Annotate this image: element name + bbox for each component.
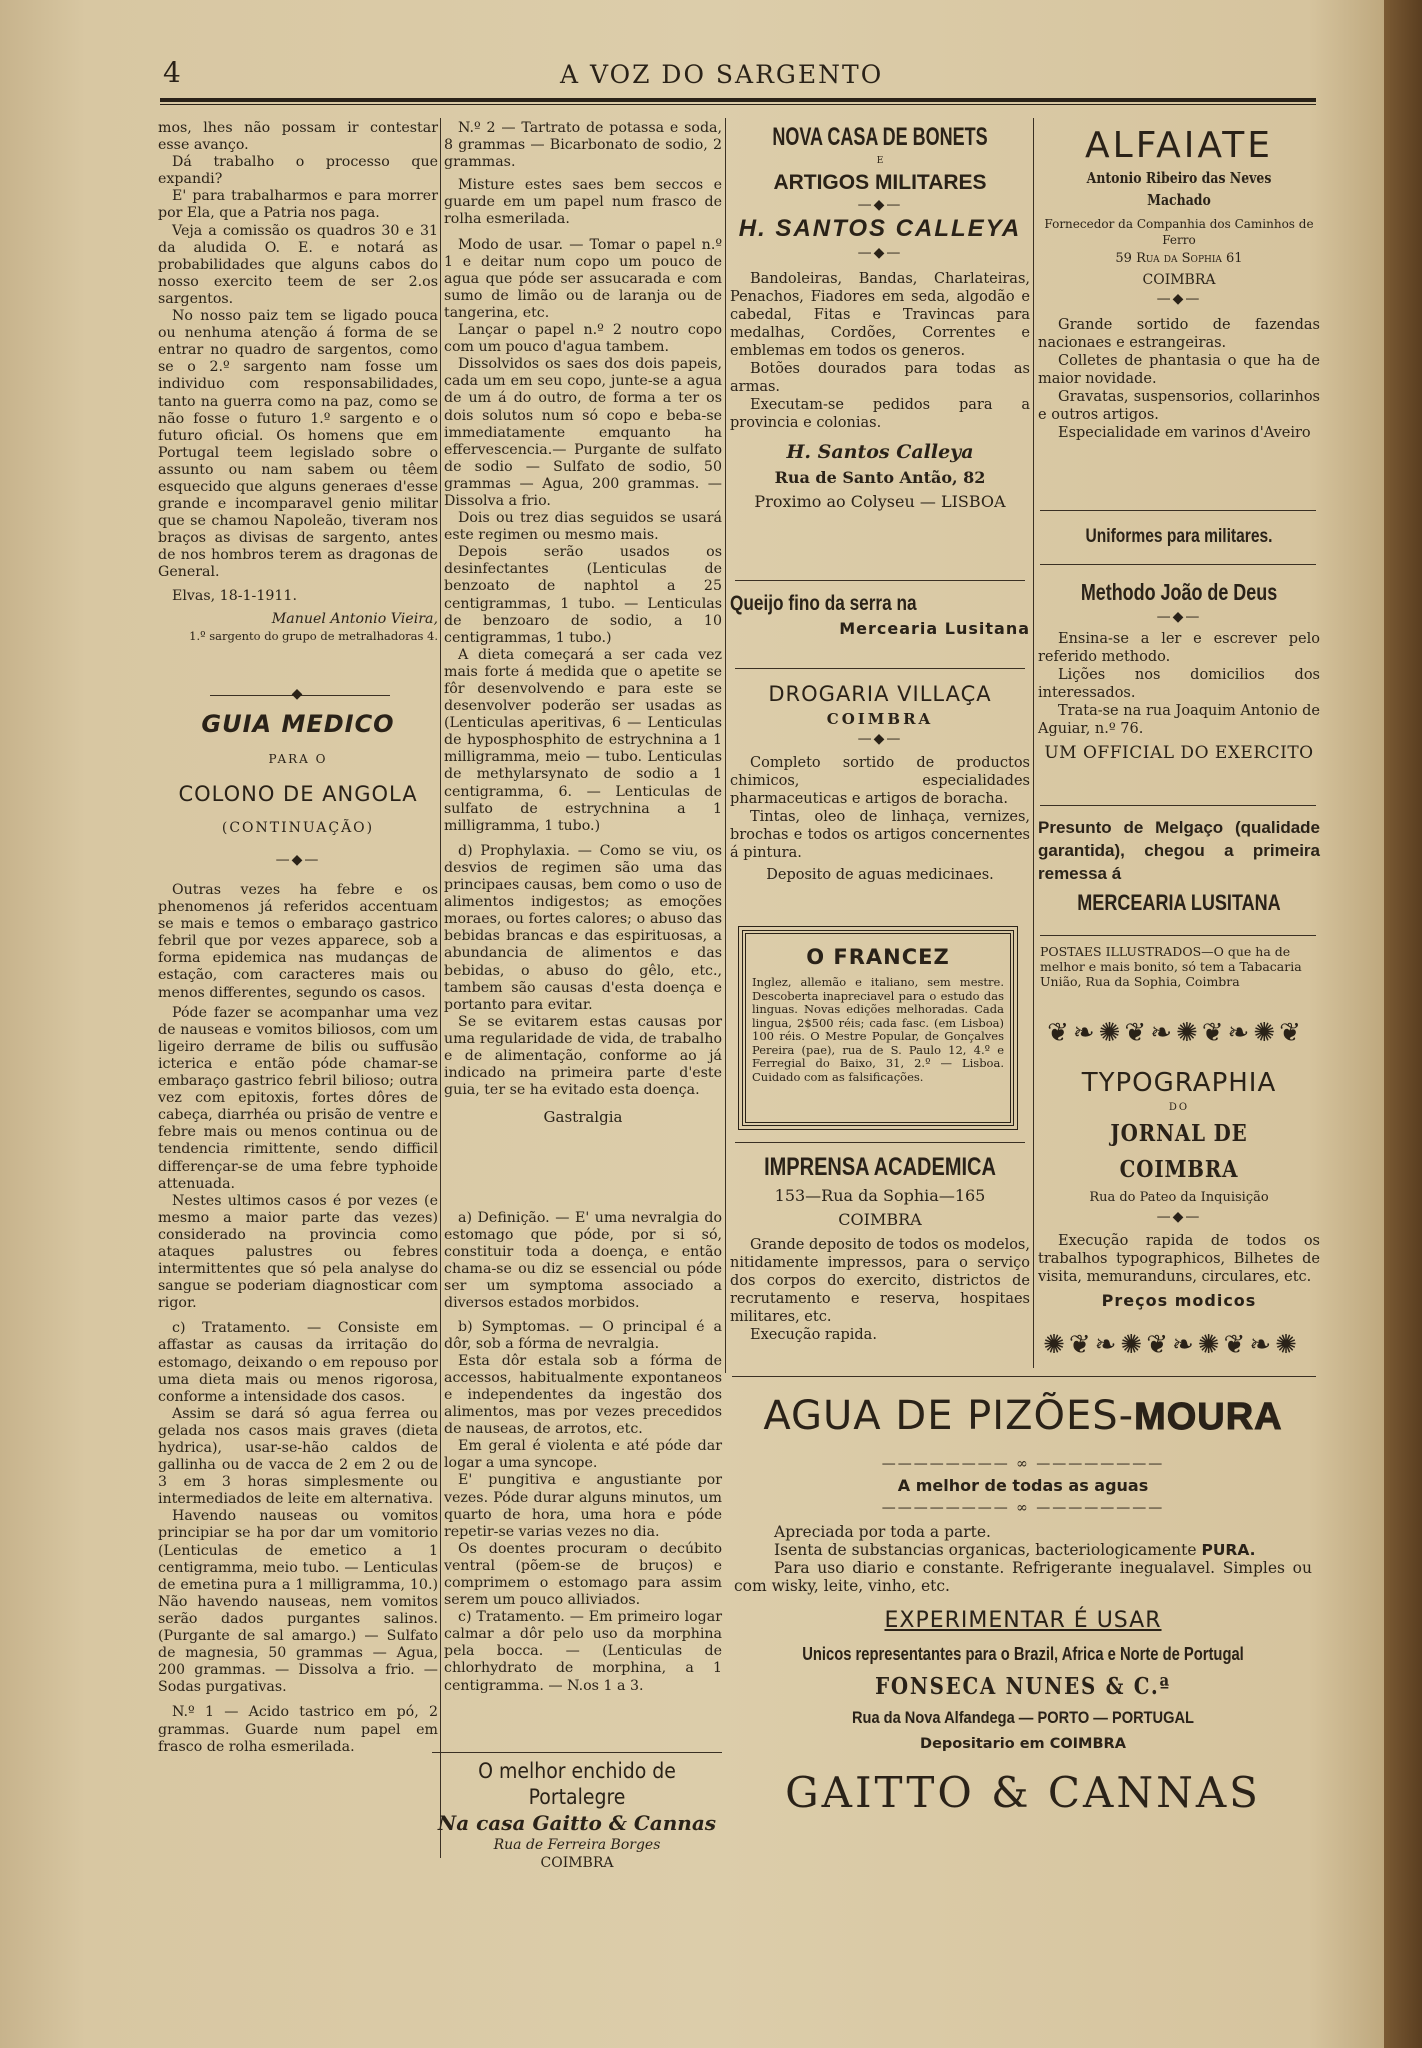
page-number: 4: [163, 56, 181, 89]
section-subtitle: PARA O: [268, 752, 328, 766]
ad-address: Rua da Nova Alfandega — PORTO — PORTUGAL: [851, 1708, 1194, 1727]
ad-city: COIMBRA: [838, 1210, 922, 1229]
divider: [735, 668, 1025, 669]
ad-gaitto-cannas: GAITTO & CANNAS: [785, 1768, 1261, 1817]
ad-shop: MERCEARIA LUSITANA: [1077, 890, 1281, 915]
article-column-2b: [444, 1210, 722, 1750]
ornament-border-icon: ✺❦❧✺❦❧✺❦❧✺: [1043, 1330, 1301, 1360]
paragraph: Esta dôr estala sob a fórma de accessos, habitualmente expontaneos e independentes da ingestão dos alimentos, mas por vezes precedidos de nauseas, de arrotos, etc.: [444, 1352, 722, 1438]
ad-prices: Preços modicos: [1101, 1291, 1257, 1310]
paragraph: E' para trabalharmos e para morrer por Ela, que a Patria nos paga.: [158, 188, 438, 222]
ad-tagline: A melhor de todas as aguas: [897, 1476, 1149, 1495]
paragraph: E' pungitiva e angustiante por vezes. Póde durar alguns minutos, um quarto de hora, uma hora e póde repetir-se varias vezes no dia.: [444, 1472, 722, 1540]
paragraph: d) Prophylaxia. — Como se viu, os desvios de regimen são uma das principaes causas, bem como o uso de alimentos indigestos; as emoções moraes, ou fortes calores; o abuso das bebidas brancas e das espirituosas, a abundancia de alimentos e das bebidas, o abuso do gêlo, etc., tambem são causas d'esta doença e portanto para evitar.: [444, 842, 722, 1013]
place-date: Elvas, 18-1-1911.: [172, 587, 297, 604]
paragraph: Especialidade em varinos d'Aveiro: [1058, 425, 1311, 441]
paragraph: Para uso diario e constante. Refrigerante inegualavel. Simples ou com wisky, leite, vinho, etc.: [734, 1559, 1312, 1595]
paragraph: Veja a comissão os quadros 30 e 31 da aludida O. E. e notará as probabilidades que alguns cabos do nosso exercito teem de ser 2.os sargentos.: [158, 222, 438, 307]
ad-drogaria: [730, 680, 1030, 884]
paragraph: mos, lhes não possam ir contestar esse avanço.: [158, 120, 438, 154]
paragraph: Trata-se na rua Joaquim Antonio de Aguiar, n.º 76.: [1038, 703, 1320, 737]
paragraph: Dá trabalho o processo que expandi?: [158, 154, 438, 188]
paragraph: Grande sortido de fazendas nacionaes e estrangeiras.: [1038, 317, 1320, 351]
paragraph: Gravatas, suspensorios, collarinhos e outros artigos.: [1038, 389, 1320, 423]
ornament-icon: —◆—: [857, 731, 903, 747]
column-divider: [725, 118, 726, 1373]
paragraph: Tintas, oleo de linhaça, vernizes, brochas e todos os artigos concernentes á pintura.: [730, 809, 1030, 861]
ad-headline: O FRANCEZ: [806, 945, 950, 969]
ornament-icon: —◆—: [857, 245, 903, 261]
section-continuation: (CONTINUAÇÃO): [221, 820, 375, 836]
ad-location: Proximo ao Colyseu — LISBOA: [754, 492, 1006, 511]
paragraph: Bandoleiras, Bandas, Charlateiras, Penachos, Fiadores em seda, algodão e cabedal, Fitas e Travincas para medalhas, Cordões, Correntes e emblemas em todos os generos.: [730, 271, 1030, 359]
paragraph: c) Tratamento. — Consiste em affastar as causas da irritação do estomago, deixando o em repouso por uma dieta mais ou menos rigorosa, conforme a intensidade dos casos.: [158, 1320, 438, 1405]
ad-city: COIMBRA: [540, 1855, 614, 1871]
ad-presunto: [1038, 816, 1320, 921]
ad-headline: Methodo João de Deus: [1080, 579, 1278, 605]
paragraph: Misture estes saes bem seccos e guarde em um papel num frasco de rolha esmerilada.: [444, 177, 722, 228]
column-divider: [1033, 118, 1034, 1368]
ad-city: COIMBRA: [1142, 272, 1216, 288]
ad-company: H. SANTOS CALLEYA: [738, 215, 1022, 242]
ad-shop: Mercearia Lusitana: [839, 619, 1030, 638]
paragraph: Havendo nauseas ou vomitos principiar se ha por dar um vomitorio (Lenticulas de emetico a 1 centigramma, meio tubo. — Lenticulas de emetina pura a 1 milligramma, 10.) Não havendo nauseas, nem vomitos serão dados purgantes salinos. (Purgante de sal amargo.) — Sulfato de magnesia, 50 grammas — Agua, 200 grammas. — Dissolva a frio. — Sodas purgativas.: [158, 1508, 438, 1696]
paragraph: Se se evitarem estas causas por uma regularidade de vida, de trabalho e de alimentação, conforme ao já indicado na primeira parte d'este guia, ter se ha evitado esta doença.: [444, 1013, 722, 1099]
section-main-title: COLONO DE ANGOLA: [178, 782, 418, 806]
ad-and: E: [876, 156, 884, 166]
divider: [432, 1752, 722, 1753]
section-title: GUIA MEDICO: [201, 710, 395, 738]
ornament-icon: —◆—: [275, 852, 321, 868]
paragraph: Execução rapida de todos os trabalhos typographicos, Bilhetes de visita, memuranduns, circulares, etc.: [1038, 1233, 1320, 1285]
paragraph: a) Definição. — E' uma nevralgia do estomago que póde, por si só, constituir toda a doença, e então chama-se ou diz se essencial ou póde ser um symptoma associado a diversos estados morbidos.: [444, 1210, 722, 1312]
paragraph: No nosso paiz tem se ligado pouca ou nenhuma atenção á forma de se entrar no quadro de sargentos, como se o 2.º sargento nam fosse um individuo com responsabilidades, tanto na guerra como na paz, como se não fosse o futuro 1.º sargento e o futuro oficial. Os homens que em Portugal teem legislado sobre o assunto ou nam sabem ou têem esquecido que alguns generaes d'esse grande e incomparavel genio militar que se chamou Napoleão, tiveram nos braços as divisas de sargento, antes de nos hombros terem as dragonas de General.: [158, 308, 438, 581]
paragraph: Botões dourados para todas as armas.: [730, 361, 1030, 395]
paragraph: Executam-se pedidos para a provincia e colonias.: [730, 397, 1030, 431]
column-divider: [440, 118, 441, 1858]
ad-brand: MOURA: [1134, 1396, 1283, 1438]
ad-city: COIMBRA: [826, 710, 934, 728]
ad-subline: Na casa Gaitto & Cannas: [437, 1811, 717, 1835]
ornament-icon: —◆—: [857, 197, 903, 213]
ad-company: FONSECA NUNES & C.ª: [875, 1673, 1171, 1700]
paragraph: Lições nos domicilios dos interessados.: [1038, 667, 1320, 701]
paragraph: Nestes ultimos casos é por vezes (e mesmo a maior parte das vezes) considerado na provincia como ataques palustres ou febres intermittentes que só pela analyse do sangue se poderiam diagnosticar com rigor.: [158, 1192, 438, 1312]
ad-headline: O melhor enchido de Portalegre: [478, 1759, 676, 1809]
divider: [735, 580, 1025, 581]
paragraph: Os doentes procuram o decúbito ventral (põem-se de bruços) e comprimem o estomago para assim serem um pouco alliviados.: [444, 1540, 722, 1609]
divider: [1040, 510, 1316, 511]
paragraph: N.º 2 — Tartrato de potassa e soda, 8 grammas — Bicarbonato de sodio, 2 grammas.: [444, 120, 722, 171]
header-rule: [160, 98, 1316, 102]
ad-agua-pizoes: [728, 1386, 1318, 1829]
ad-imprensa: [730, 1150, 1030, 1344]
ad-postaes: [1040, 944, 1318, 989]
paragraph: Dois ou trez dias seguidos se usará este regimen ou mesmo mais.: [444, 510, 722, 544]
ad-headline: DROGARIA VILLAÇA: [768, 682, 992, 706]
author-role: 1.º sargento do grupo de metralhadoras 4.: [189, 628, 438, 643]
subsection-title: Gastralgia: [543, 1108, 623, 1127]
paragraph: Execução rapida.: [750, 1327, 877, 1343]
article-column-2: [444, 120, 722, 1170]
ornament-icon: ◆: [291, 686, 305, 702]
ornament-icon: ———————— ∞ ————————: [881, 1456, 1165, 1472]
paragraph: Apreciada por toda a parte.: [774, 1523, 991, 1541]
article-column-1b: [158, 882, 438, 1852]
ad-address: 153—Rua da Sophia—165: [774, 1186, 986, 1205]
paragraph: Depois serão usados os desinfectantes (Lenticulas de benzoato de naphtol a 25 centigrammas, 1 tubo. — Lenticulas de benzoaro de sodio, a 10 centigrammas, 1 tubo.): [444, 544, 722, 646]
ornament-icon: ———————— ∞ ————————: [881, 1500, 1165, 1516]
paragraph: Outras vezes ha febre e os phenomenos já referidos accentuam se mais e temos o embaraço gastrico febril que por vezes apparece, sob a forma epidemica nas mudanças de estação, com caracteres mais ou menos differentes, segundo os casos.: [158, 882, 438, 1001]
paragraph: Inglez, allemão e italiano, sem mestre. Descoberta inapreciavel para o estudo das linguas. Novas edições melhoradas. Cada lingua, 2$500 réis; cada fasc. (em Lisboa) 100 réis. O Mestre Popular, de Gonçalves Pereira (pae), rua de S. Paulo 12, 4.º e Ferregial do Baixo, 31, 2.º — Lisboa. Cuidado com as falsificações.: [752, 975, 1004, 1084]
article-column-1: [158, 120, 438, 643]
paragraph: Deposito de aguas medicinaes.: [766, 867, 994, 883]
ad-subline: ARTIGOS MILITARES: [773, 171, 987, 194]
ad-signature: UM OFFICIAL DO EXERCITO: [1044, 743, 1314, 763]
ad-headline: TYPOGRAPHIA: [1081, 1068, 1277, 1098]
paragraph: Póde fazer se acompanhar uma vez de nauseas e vomitos biliosos, com um ligeiro derrame de bilis ou suffusão icterica e então póde chamar-se embaraço gastrico febril bilioso; outra vez com epitoxis, fortes dôres de cabeça, diarrhéa ou prisão de ventre e febre mais ou menos continua ou de tendencia rimittente, sendo difficil differençar-se de uma febre typhoide attenuada.: [158, 1004, 438, 1192]
binding-spine: [1384, 0, 1422, 2048]
ad-name: H. Santos Calleya: [786, 441, 974, 463]
ad-bonets: [730, 122, 1030, 514]
paragraph: Colletes de phantasia o que ha de maior novidade.: [1038, 353, 1320, 387]
paragraph: b) Symptomas. — O principal é a dôr, sob a fórma de nevralgia.: [444, 1318, 722, 1352]
ad-name: Antonio Ribeiro das Neves Machado: [1086, 170, 1272, 209]
ornament-icon: —◆—: [1156, 1209, 1202, 1225]
ad-headline: IMPRENSA ACADEMICA: [764, 1153, 996, 1181]
paragraph: c) Tratamento. — Em primeiro logar calmar a dôr pelo uso da morphina pela bocca. — (Lenticulas de chlorhydrato de morphina, a 1 centigramma. — N.os 1 a 3.: [444, 1609, 722, 1694]
paragraph: Ensina-se a ler e escrever pelo referido methodo.: [1038, 631, 1320, 665]
ad-do: DO: [1168, 1102, 1190, 1113]
ad-headline: AGUA DE PIZÕES-: [763, 1393, 1135, 1439]
ad-emphasis: PURA.: [1201, 1541, 1256, 1559]
ad-headline: Queijo fino da serra na: [730, 592, 917, 615]
ad-francez: [752, 942, 1004, 1084]
ad-portalegre: [432, 1758, 722, 1872]
ad-queijo: [730, 590, 1030, 640]
ad-headline: ALFAIATE: [1085, 125, 1273, 166]
ad-representatives: Unicos representantes para o Brazil, Africa e Norte de Portugal: [802, 1644, 1244, 1664]
ornament-icon: —◆—: [1156, 291, 1202, 307]
divider: [732, 1376, 1316, 1377]
ad-uniformes: [1038, 524, 1320, 550]
ornament-icon: —◆—: [1156, 609, 1202, 625]
header-rule-thin: [160, 104, 1316, 105]
paragraph: Em geral é violenta e até póde dar logar a uma syncope.: [444, 1438, 722, 1472]
paragraph: Completo sortido de productos chimicos, especialidades pharmaceuticas e artigos de boracha.: [730, 755, 1030, 807]
paragraph: Lançar o papel n.º 2 noutro copo com um pouco d'agua tambem.: [444, 322, 722, 356]
paragraph: Assim se dará só agua ferrea ou gelada nos casos mais graves (dieta hydrica), usar-se-hão caldos de gallinha ou de vacca de 2 em 2 ou de 3 em 3 horas simplesmente ou intermediados de leite em alternativa.: [158, 1405, 438, 1508]
ornament-border-icon: ❦❧✺❦❧✺❦❧✺❦: [1047, 1018, 1305, 1048]
paragraph: Modo de usar. — Tomar o papel n.º 1 e deitar num copo um pouco de agua que póde ser assucarada e com sumo de limão ou de laranja ou de tangerina, etc.: [444, 236, 722, 321]
divider: [1040, 564, 1316, 565]
ad-call-to-action: EXPERIMENTAR É USAR: [884, 1608, 1162, 1633]
ad-typographia: [1038, 1066, 1320, 1316]
newspaper-title: A VOZ DO SARGENTO: [560, 60, 884, 89]
ad-alfaiate: [1038, 124, 1320, 442]
ad-methodo: [1038, 576, 1320, 768]
ad-address: Rua de Ferreira Borges: [493, 1837, 661, 1853]
author-name: Manuel Antonio Vieira,: [271, 610, 438, 627]
divider: [1040, 935, 1316, 936]
ad-headline: NOVA CASA DE BONETS: [772, 123, 988, 151]
ad-headline: Uniformes para militares.: [1085, 526, 1273, 547]
divider: [735, 1142, 1025, 1143]
ad-address: Rua do Pateo da Inquisição: [1089, 1190, 1269, 1205]
paragraph: Isenta de substancias organicas, bacteriologicamente: [774, 1541, 1202, 1559]
ad-depot: Depositario em COIMBRA: [920, 1736, 1126, 1752]
ad-address: 59 Rua da Sophia 61: [1115, 251, 1243, 266]
paragraph: Dissolvidos os saes dos dois papeis, cada um em seu copo, junte-se a agua de um á do outro, de forma a ter os dois solutos num só copo e beba-se immediatamente emquanto ha effervescencia.— Purgante de sulfato de sodio — Sulfato de sodio, 50 grammas — Agua, 200 grammas. — Dissolva a frio.: [444, 356, 722, 509]
paragraph: Grande deposito de todos os modelos, nitidamente impressos, para o serviço dos corpos do exercito, districtos de recrutamento e reserva, hospitaes militares, etc.: [730, 1237, 1030, 1325]
ad-text: Presunto de Melgaço (qualidade garantida), chegou a primeira remessa á: [1038, 818, 1320, 883]
paragraph: N.º 1 — Acido tastrico em pó, 2 grammas. Guarde num papel em frasco de rolha esmerilada.: [158, 1704, 438, 1755]
ad-text: POSTAES ILLUSTRADOS—O que ha de melhor e mais bonito, só tem a Tabacaria União, Rua da Sophia, Coimbra: [1040, 944, 1302, 989]
divider: [1040, 805, 1316, 806]
ad-supplier: Fornecedor da Companhia dos Caminhos de Ferro: [1044, 217, 1314, 247]
ad-name: JORNAL DE COIMBRA: [1110, 1120, 1248, 1183]
paragraph: A dieta começará a ser cada vez mais forte á medida que o apetite se fôr desenvolvendo e para este se desenvolver poderão ser usadas as (Lenticulas aperitivas, 6 — Lenticulas de hyposphosphito de estrychnina a 1 milligramma, meio — tubo. Lenticulas de methylarsynato de sodio a 1 centigramma, 6. — Lenticulas de sulfato de estrychnina a 1 milligramma, 1 tubo.): [444, 646, 722, 834]
ad-address: Rua de Santo Antão, 82: [774, 468, 986, 487]
